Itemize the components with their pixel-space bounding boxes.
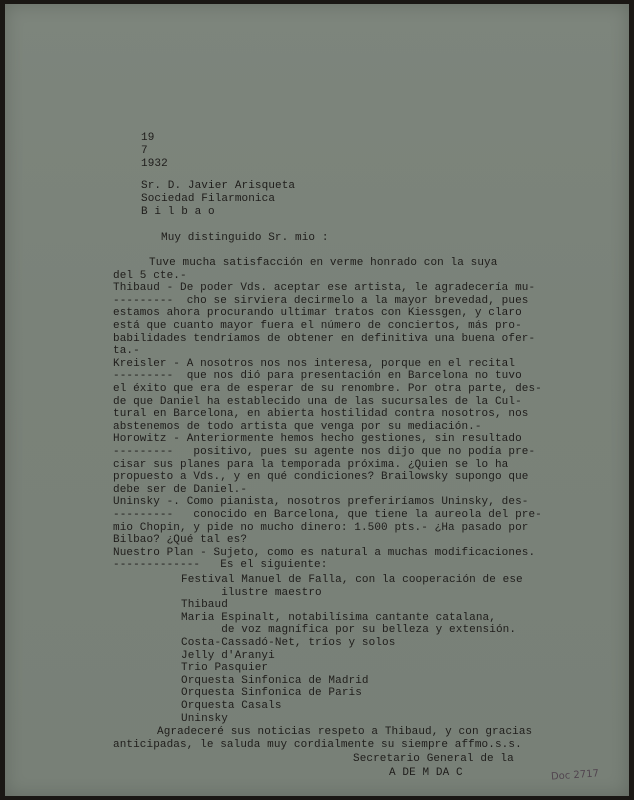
plan-item: Trio Pasquier	[181, 662, 269, 675]
date-line: 19	[141, 132, 155, 144]
addressee-line: B i l b a o	[141, 206, 215, 218]
body-line: --------- cho se sirviera decirmelo a la mayor brevedad, pues	[113, 294, 529, 307]
plan-item: Orquesta Sinfonica de Paris	[181, 687, 362, 700]
body-line: --------- que nos dió para presentación en Barcelona no tuvo	[113, 370, 522, 383]
salutation: Muy distinguido Sr. mio :	[161, 232, 329, 244]
archive-stamp: Doc 2717	[550, 768, 600, 783]
body-line: --------- conocido en Barcelona, que tiene la aureola del pre-	[113, 509, 542, 521]
body-line: cisar sus planes para la temporada próxima. ¿Quien se lo ha	[113, 458, 509, 471]
body-line: propuesto a Vds., y en qué condiciones? Brailowsky supongo que	[113, 471, 529, 484]
body-line: ta.-	[113, 345, 140, 358]
letter-sheet	[5, 4, 629, 796]
body-line: Uninsky -. Como pianista, nosotros preferiríamos Uninsky, des-	[113, 496, 529, 509]
body-line: estamos ahora procurando ultimar tratos con Kiessgen, y claro	[113, 307, 522, 320]
plan-item: Thibaud	[181, 599, 228, 612]
plan-item: Uninsky	[181, 712, 228, 725]
body-line: el éxito que era de esperar de su renombre. Por otra parte, des-	[113, 383, 542, 395]
body-line: Tuve mucha satisfacción en verme honrado con la suya	[149, 257, 498, 269]
plan-item: Orquesta Casals	[181, 700, 282, 712]
body-line: Bilbao? ¿Qué tal es?	[113, 534, 248, 547]
addressee-line: Sociedad Filarmonica	[141, 193, 276, 205]
body-line: Kreisler - A nosotros nos nos interesa, porque en el recital	[113, 357, 516, 370]
body-line: está que cuanto mayor fuera el número de conciertos, más pro-	[113, 320, 522, 332]
plan-item: Jelly d'Aranyi	[181, 649, 275, 662]
body-line: de que Daniel ha establecido una de las sucursales de la Cul-	[113, 395, 522, 408]
closing-line: Agradeceré sus noticias respeto a Thibaud, y con gracias	[157, 726, 533, 739]
body-line: Thibaud - De poder Vds. aceptar ese artista, le agradecería mu-	[113, 282, 536, 295]
body-line: babilidades tendríamos de obtener en definitiva una buena ofer-	[113, 332, 536, 345]
plan-item: de voz magnífica por su belleza y extensión.	[181, 624, 517, 637]
plan-item: Festival Manuel de Falla, con la cooperación de ese	[181, 574, 523, 586]
plan-item: Orquesta Sinfonica de Madrid	[181, 674, 369, 687]
body-line: Horowitz - Anteriormente hemos hecho gestiones, sin resultado	[113, 433, 522, 446]
date-line: 1932	[141, 158, 168, 170]
body-line: ------------- Es el siguiente:	[113, 559, 328, 572]
plan-item: Maria Espinalt, notabilísima cantante catalana,	[181, 611, 496, 624]
body-line: mio Chopin, y pide no mucho dinero: 1.500 pts.- ¿Ha pasado por	[113, 521, 529, 534]
body-line: del 5 cte.-	[113, 269, 187, 282]
addressee-line: Sr. D. Javier Arisqueta	[141, 180, 296, 192]
plan-item: ilustre maestro	[181, 586, 322, 599]
body-line: debe ser de Daniel.-	[113, 483, 248, 496]
signature-org: A DE M DA C	[389, 767, 463, 779]
body-line: --------- positivo, pues su agente nos dijo que no podía pre-	[113, 446, 536, 458]
body-line: Nuestro Plan - Sujeto, como es natural a muchas modificaciones.	[113, 546, 536, 559]
signature-title: Secretario General de la	[353, 753, 514, 765]
closing-line: anticipadas, le saluda muy cordialmente su siempre affmo.s.s.	[113, 738, 522, 751]
date-line: 7	[141, 145, 148, 157]
body-line: abstenemos de todo artista que venga por su mediación.-	[113, 420, 482, 433]
plan-item: Costa-Cassadó-Net, tríos y solos	[181, 637, 396, 649]
body-line: tural en Barcelona, en abierta hostilidad contra nosotros, nos	[113, 408, 529, 421]
